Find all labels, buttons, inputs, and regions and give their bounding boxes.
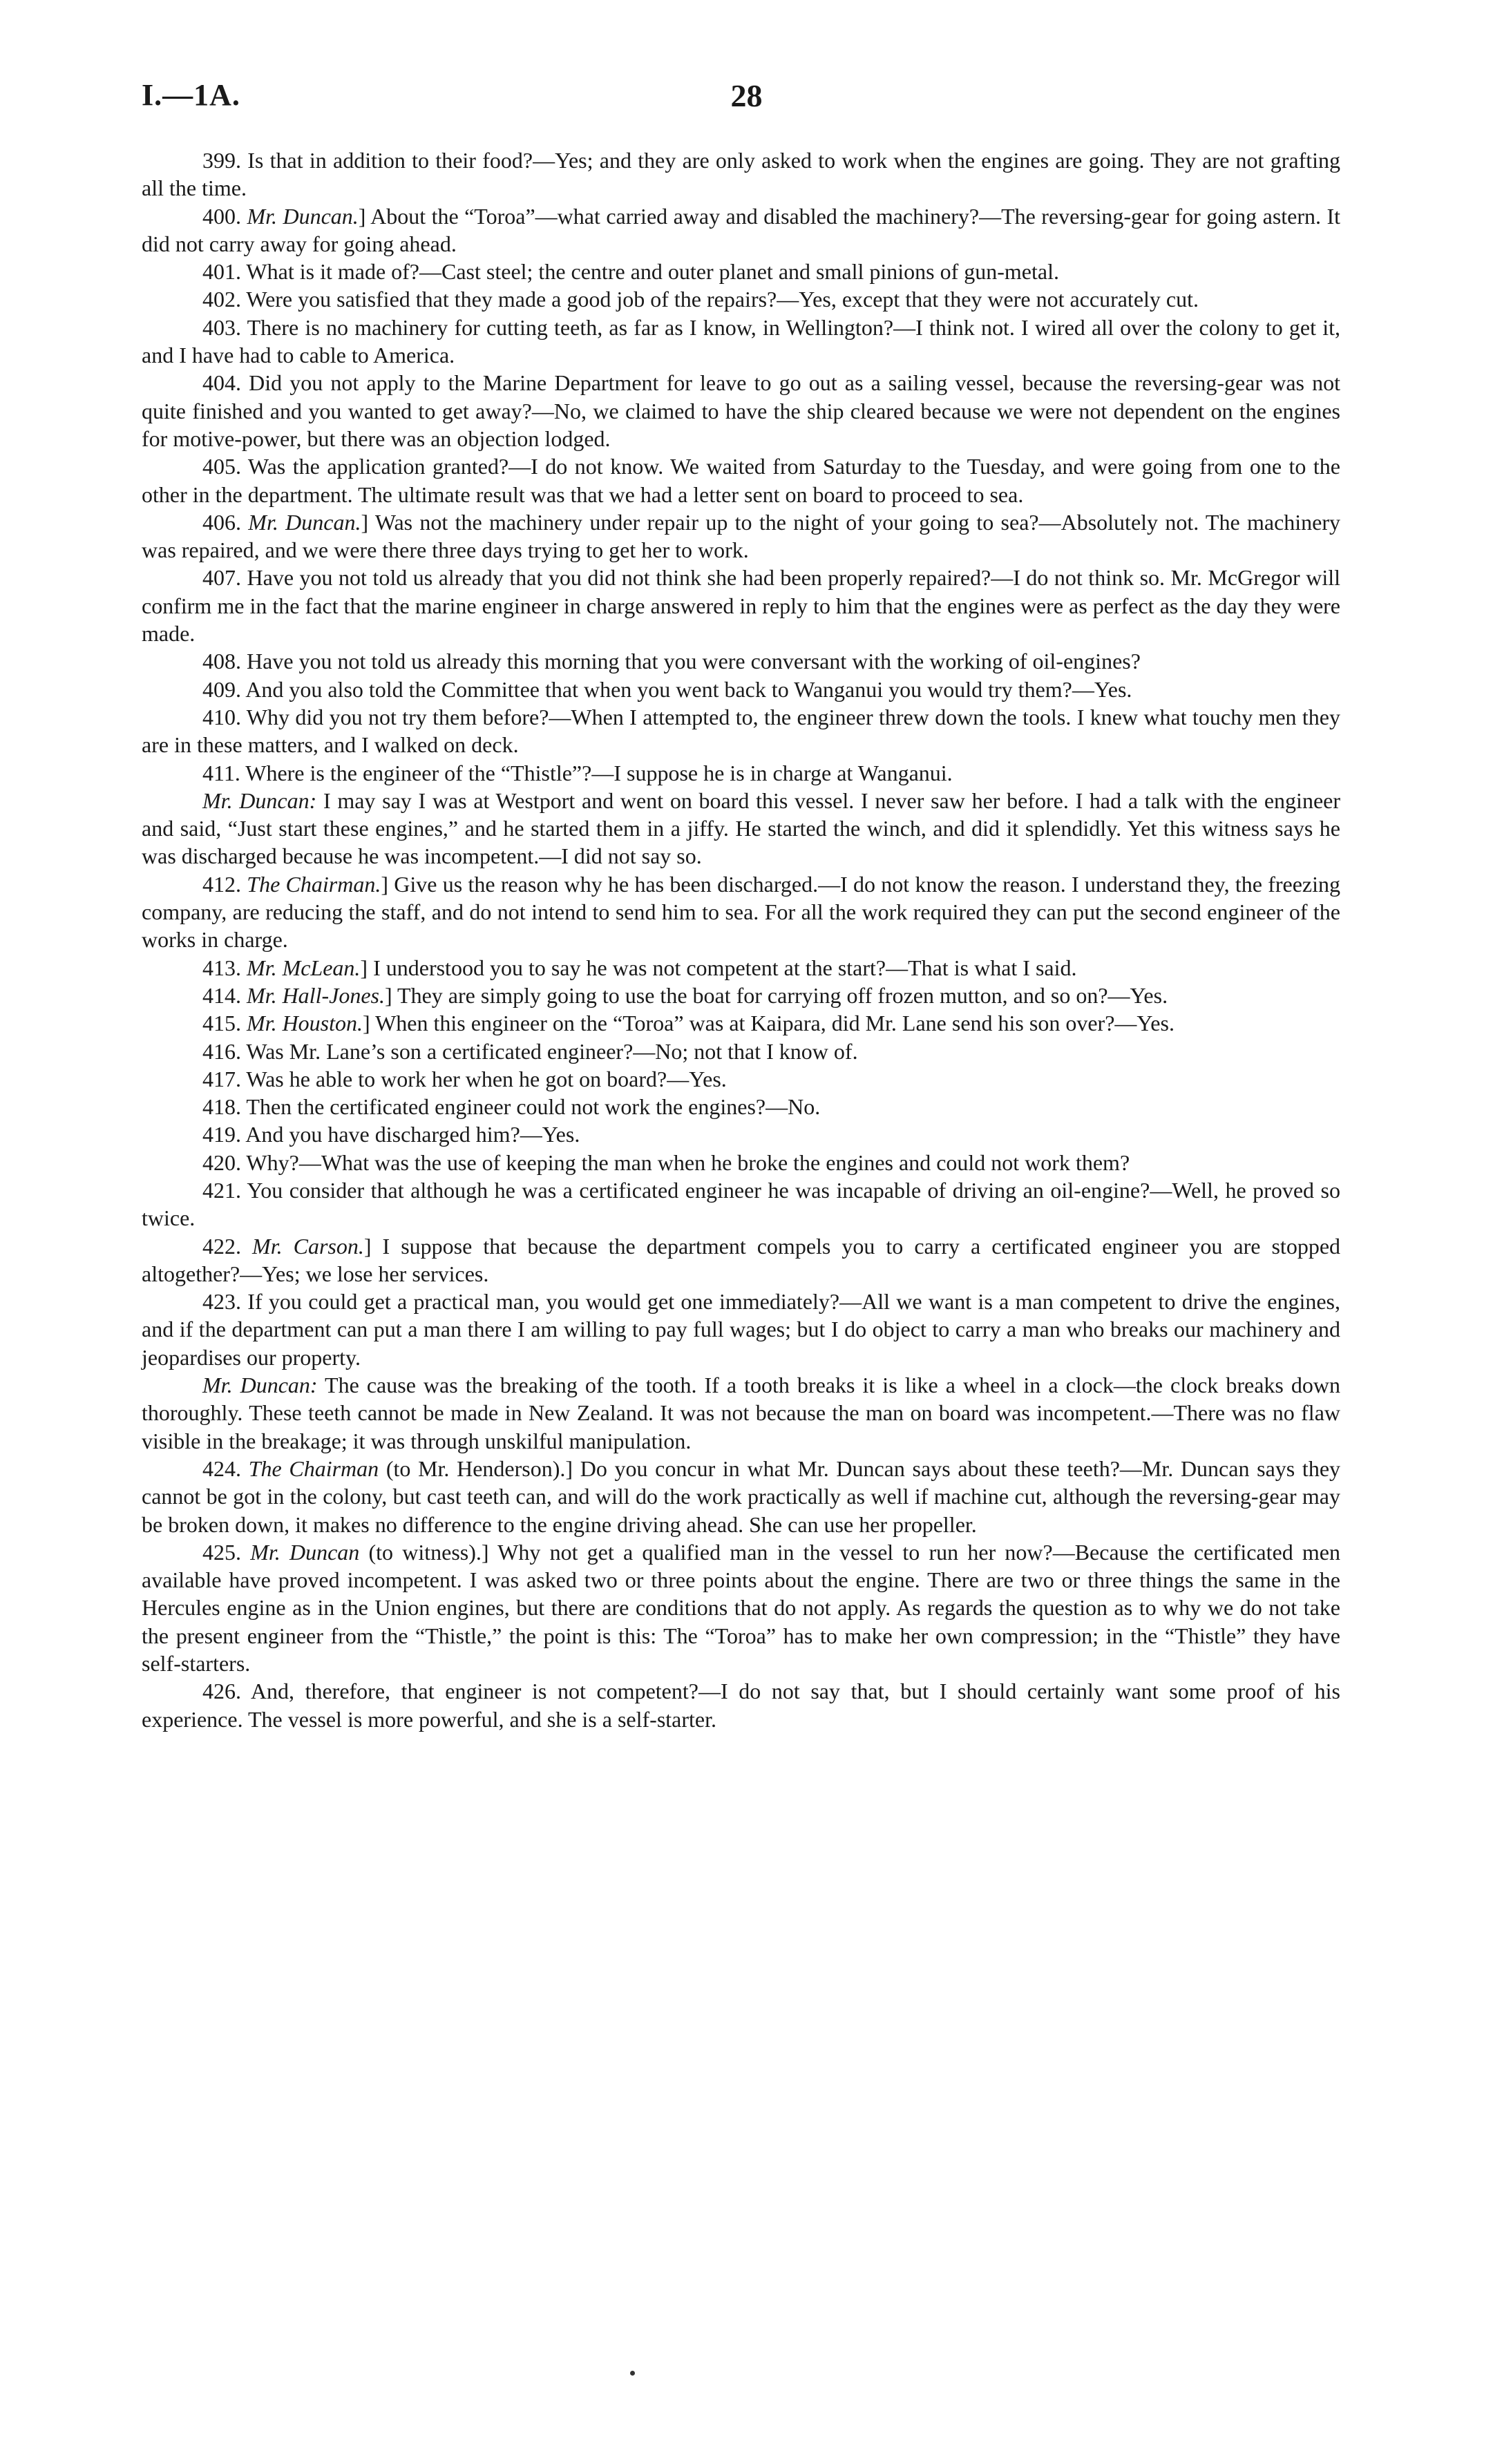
paragraph-text: 425. [202,1539,251,1565]
paragraph-text: ] When this engineer on the “Toroa” was at Kaipara, did Mr. Lane send his son over?—Yes. [363,1011,1175,1036]
paragraph-text: (to Mr. Henderson).] Do you concur in what Mr. Duncan says about these teeth?—Mr. Duncan says they cannot be got in the colony, but cast teeth can, and will do the work practically as well if machine cut, although the reversing-gear may be broken down, it makes no difference to the engine driving ahead. She can use her propeller. [142,1455,1341,1537]
evidence-paragraph [142,369,1340,452]
paragraph-text: 424. [202,1455,249,1481]
evidence-paragraph [142,1538,1340,1677]
evidence-paragraph [142,759,1340,787]
speaker-name: Mr. Carson. [252,1233,364,1259]
paragraph-text: 426. And, therefore, that engineer is not competent?—I do not say that, but I should certainly want some proof of his experience. The vessel is more powerful, and she is a self-starter. [142,1679,1340,1732]
paragraph-text: I may say I was at Westport and went on board this vessel. I never saw her before. I had a talk with the engineer and said, “Just start these engines,” and he started them in a jiffy. He started the winch, and did it splendidly. Yet this witness says he was discharged because he was incompetent.—I did not say so. [142,787,1341,869]
speaker-name: Mr. Duncan. [248,509,361,535]
evidence-paragraph [142,258,1340,285]
evidence-paragraph [142,1038,1340,1065]
evidence-paragraph [142,314,1340,370]
evidence-paragraph [142,285,1340,313]
paragraph-text: 405. Was the application granted?—I do not know. We waited from Saturday to the Tuesday, and were going from one to the other in the department. The ultimate result was that we had a letter sent on board to proceed to sea. [142,454,1340,507]
paragraph-text: 402. Were you satisfied that they made a good job of the repairs?—Yes, except that they were not accurately cut. [202,287,1199,312]
evidence-paragraph [142,1009,1340,1037]
paragraph-text: 401. What is it made of?—Cast steel; the centre and outer planet and small pinions of gun-metal. [202,259,1059,285]
paragraph-text: 413. [202,955,247,980]
paragraph-text: 411. Where is the engineer of the “Thistle”?—I suppose he is in charge at Wanganui. [202,760,953,785]
evidence-paragraph [142,647,1340,675]
speaker-name: Mr. Duncan [250,1539,360,1565]
evidence-paragraph [142,787,1340,870]
paragraph-text: (to witness).] Why not get a qualified man in the vessel to run her now?—Because the certificated men available have proved incompetent. I was asked two or three points about the engine. There are two or three things the same in the Hercules engine as in the Union engines, but there are conditions that do not apply. As regards the question as to why we do not take the present engineer from the “Thistle,” the point is this: The “Toroa” has to make her own compression; in the “Thistle” they have self-starters. [142,1539,1341,1677]
evidence-paragraph [142,1455,1340,1538]
speaker-name: Mr. Hall-Jones. [247,982,385,1008]
speaker-name: Mr. Houston. [247,1011,363,1036]
speaker-name: Mr. McLean. [247,955,361,980]
paragraph-text: 399. Is that in addition to their food?—Yes; and they are only asked to work when the engines are going. They are not grafting all the time. [142,148,1340,201]
paragraph-text: 408. Have you not told us already this morning that you were conversant with the working of oil-engines? [202,649,1141,674]
paragraph-text: 403. There is no machinery for cutting teeth, as far as I know, in Wellington?—I think not. I wired all over the colony to get it, and I have had to cable to America. [142,314,1340,368]
paragraph-text: ] Give us the reason why he has been discharged.—I do not know the reason. I understand they, the freezing company, are reducing the staff, and do not intend to send him to sea. For all the work required they can put the second engineer of the works in charge. [142,871,1341,953]
evidence-paragraph [142,564,1340,647]
paragraph-text: 406. [202,509,249,535]
evidence-paragraph [142,1176,1340,1232]
evidence-paragraph [142,1149,1340,1176]
evidence-paragraph [142,1677,1340,1733]
evidence-paragraph [142,1371,1340,1455]
evidence-paragraph [142,1120,1340,1148]
evidence-paragraph [142,146,1340,202]
paragraph-text: 421. You consider that although he was a certificated engineer he was incapable of driving an oil-engine?—Well, he proved so twice. [142,1177,1340,1231]
paragraph-text: 417. Was he able to work her when he got on board?—Yes. [202,1066,727,1091]
paragraph-text: ] About the “Toroa”—what carried away and disabled the machinery?—The reversing-gear for going astern. It did not carry away for going ahead. [142,203,1341,256]
paragraph-text: 415. [202,1011,247,1036]
paragraph-text: 420. Why?—What was the use of keeping the man when he broke the engines and could not work them? [202,1149,1130,1175]
evidence-paragraph [142,1065,1340,1093]
evidence-paragraph [142,676,1340,703]
document-reference: I.—1A. [142,78,240,112]
paragraph-text: 419. And you have discharged him?—Yes. [202,1122,580,1147]
paragraph-text: 422. [202,1233,253,1259]
speaker-name: The Chairman [248,1455,379,1481]
evidence-paragraph [142,1288,1340,1371]
paragraph-text: 418. Then the certificated engineer could not work the engines?—No. [202,1094,821,1120]
speaker-name: Mr. Duncan: [202,787,317,813]
evidence-paragraph [142,954,1340,982]
evidence-paragraph [142,452,1340,508]
minutes-of-evidence [142,146,1340,1733]
paragraph-text: ] They are simply going to use the boat for carrying off frozen mutton, and so on?—Yes. [384,982,1168,1008]
evidence-paragraph [142,1093,1340,1120]
evidence-paragraph [142,982,1340,1009]
paragraph-text: 423. If you could get a practical man, you would get one immediately?—All we want is a man competent to drive the engines, and if the department can put a man there I am willing to pay full wages; but I do object to carry a man who breaks our machinery and jeopardises our property. [142,1289,1340,1370]
paragraph-text: ] I understood you to say he was not competent at the start?—That is what I said. [360,955,1077,980]
speaker-name: The Chairman. [247,871,381,897]
paragraph-text: 410. Why did you not try them before?—When I attempted to, the engineer threw down the tools. I knew what touchy men they are in these matters, and I walked on deck. [142,704,1340,758]
evidence-paragraph [142,508,1340,564]
evidence-paragraph [142,870,1340,954]
paragraph-text: 412. [202,871,247,897]
paragraph-text: ] I suppose that because the department compels you to carry a certificated engineer you are stopped altogether?—Yes; we lose her services. [142,1233,1341,1286]
paragraph-text: 414. [202,982,247,1008]
paragraph-text: 416. Was Mr. Lane’s son a certificated engineer?—No; not that I know of. [202,1038,858,1064]
paragraph-text: 400. [202,203,247,229]
page-number: 28 [730,78,763,113]
speaker-name: Mr. Duncan: [202,1373,318,1398]
evidence-paragraph [142,202,1340,258]
paragraph-text: 404. Did you not apply to the Marine Department for leave to go out as a sailing vessel, because the reversing-gear was not quite finished and you wanted to get away?—No, we claimed to have the ship cleared because we were not dependent on the engines for motive-power, but there was an objection lodged. [142,370,1340,451]
paragraph-text: 409. And you also told the Committee that when you went back to Wanganui you would try them?—Yes. [202,676,1132,702]
paragraph-text: ] Was not the machinery under repair up to the night of your going to sea?—Absolutely not. The machinery was repaired, and we were there three days trying to get her to work. [142,509,1341,563]
ink-dot [630,2371,635,2376]
page-header [142,77,1351,119]
evidence-paragraph [142,703,1340,759]
speaker-name: Mr. Duncan. [247,203,359,229]
evidence-paragraph [142,1232,1340,1288]
paragraph-text: The cause was the breaking of the tooth. If a tooth breaks it is like a wheel in a clock—the clock breaks down thoroughly. These teeth cannot be made in New Zealand. It was not because the man on board was incompetent.—There was no flaw visible in the breakage; it was through unskilful manipulation. [142,1373,1341,1453]
paragraph-text: 407. Have you not told us already that you did not think she had been properly repaired?—I do not think so. Mr. McGregor will confirm me in the fact that the marine engineer in charge answered in reply to him that the engines were as perfect as the day they were made. [142,565,1340,647]
